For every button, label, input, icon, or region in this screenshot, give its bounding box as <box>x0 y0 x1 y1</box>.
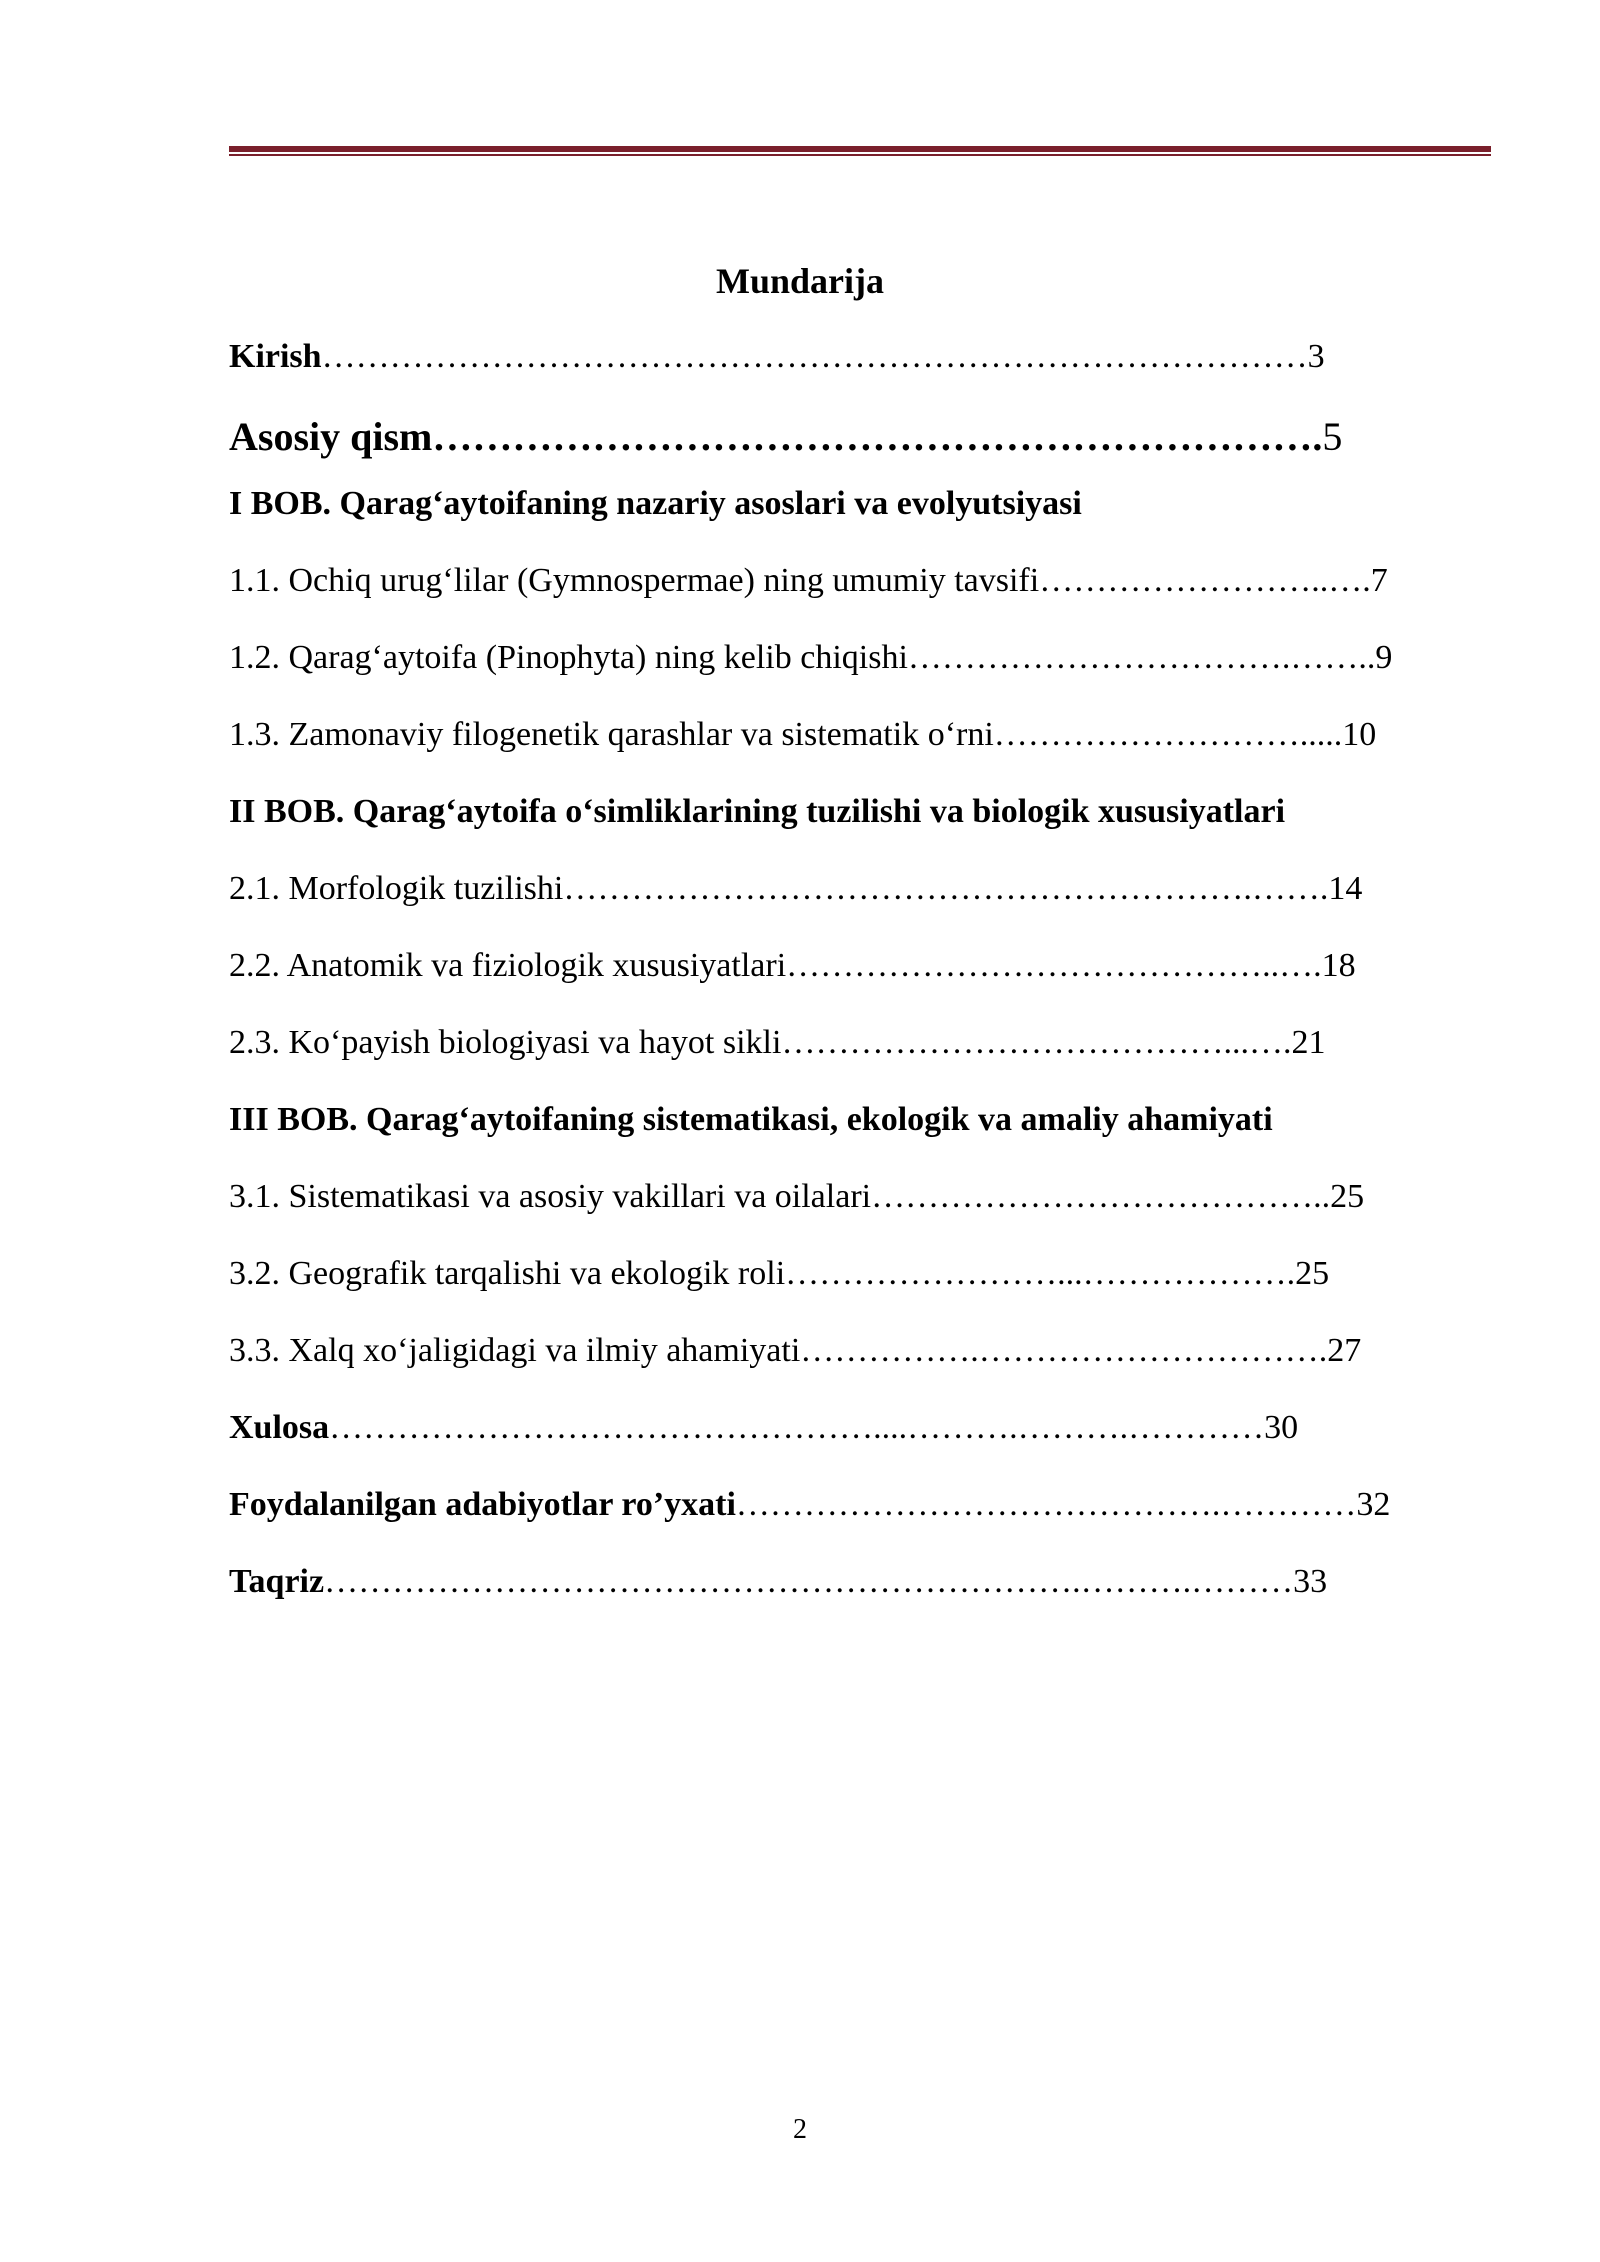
toc-entry-dots: …………………………………...…. <box>781 1024 1292 1061</box>
table-of-contents <box>229 332 1491 1634</box>
toc-entry-page: 18 <box>1321 947 1356 984</box>
toc-entry-page: 27 <box>1327 1332 1362 1369</box>
toc-entry-3-1[interactable] <box>229 1172 1491 1249</box>
toc-entry-page: 5 <box>1322 414 1343 459</box>
toc-entry-text: 2.3. Ko‘payish biologiyasi va hayot sikli <box>229 1024 782 1061</box>
toc-entry-3-2[interactable] <box>229 1249 1491 1326</box>
toc-entry-asosiy-qism[interactable] <box>229 409 1491 479</box>
toc-entry-dots: ……………………..…. <box>1039 562 1371 599</box>
toc-entry-page: 21 <box>1291 1024 1326 1061</box>
toc-entry-xulosa[interactable] <box>229 1403 1491 1480</box>
toc-entry-text: II BOB. Qarag‘aytoifa o‘simliklarining tuzilishi va biologik xususiyatlari <box>229 793 1286 830</box>
toc-entry-dots: …………………………….…….. <box>907 639 1376 676</box>
toc-entry-3-3[interactable] <box>229 1326 1491 1403</box>
toc-entry-page: 7 <box>1370 562 1388 599</box>
toc-entry-text: 1.3. Zamonaviy filogenetik qarashlar va sistematik o‘rni <box>229 716 994 753</box>
toc-entry-dots: …………………………………………………………. <box>432 414 1323 459</box>
toc-entry-dots: ……………………………………..…. <box>786 947 1322 984</box>
toc-entry-2-3[interactable] <box>229 1018 1491 1095</box>
toc-entry-1-2[interactable] <box>229 633 1491 710</box>
toc-entry-page: 33 <box>1293 1563 1328 1600</box>
toc-entry-text: Foydalanilgan adabiyotlar ro’yxati <box>229 1486 736 1523</box>
toc-entry-text: 3.2. Geografik tarqalishi va ekologik roli <box>229 1255 786 1292</box>
toc-entry-text: Taqriz <box>229 1563 325 1600</box>
toc-entry-page: 9 <box>1375 639 1393 676</box>
toc-entry-text: 1.1. Ochiq urug‘lilar (Gymnospermae) ning umumiy tavsifi <box>229 562 1040 599</box>
toc-entry-1-3[interactable] <box>229 710 1491 787</box>
toc-entry-adabiyotlar[interactable] <box>229 1480 1491 1557</box>
toc-entry-dots: ………………………………………………………….……….……… <box>324 1563 1294 1600</box>
toc-entry-dots: …………………………………………....……….……….………… <box>329 1409 1265 1446</box>
toc-entry-dots: …………………………………………………….……. <box>563 870 1329 907</box>
toc-entry-taqriz[interactable] <box>229 1557 1491 1634</box>
toc-entry-page: 25 <box>1295 1255 1330 1292</box>
toc-entry-dots: ……………………...………………. <box>785 1255 1296 1292</box>
toc-entry-text: Xulosa <box>229 1409 330 1446</box>
toc-entry-1-1[interactable] <box>229 556 1491 633</box>
toc-chapter-1[interactable] <box>229 479 1491 556</box>
toc-entry-dots: …………………………………………………………………………… <box>321 338 1308 375</box>
toc-entry-text: 2.2. Anatomik va fiziologik xususiyatlari <box>229 947 787 984</box>
toc-chapter-3[interactable] <box>229 1095 1491 1172</box>
toc-entry-text: 1.2. Qarag‘aytoifa (Pinophyta) ning kelib chiqishi <box>229 639 908 676</box>
toc-entry-page: 14 <box>1328 870 1363 907</box>
toc-entry-dots: ………………………..... <box>993 716 1343 753</box>
page-number: 2 <box>793 2114 807 2145</box>
toc-entry-dots: …………………………………….………… <box>735 1486 1357 1523</box>
toc-entry-dots: ………………………………….. <box>871 1178 1331 1215</box>
toc-entry-dots: …………….…………………………. <box>800 1332 1328 1369</box>
toc-entry-page: 32 <box>1356 1486 1391 1523</box>
toc-entry-text: Asosiy qism <box>229 414 433 459</box>
toc-entry-text: III BOB. Qarag‘aytoifaning sistematikasi, ekologik va amaliy ahamiyati <box>229 1101 1273 1138</box>
toc-entry-page: 3 <box>1307 338 1325 375</box>
toc-entry-page: 10 <box>1342 716 1377 753</box>
toc-entry-page: 25 <box>1330 1178 1365 1215</box>
toc-entry-text: Kirish <box>229 338 322 375</box>
toc-title: Mundarija <box>715 261 884 301</box>
toc-entry-page: 30 <box>1264 1409 1299 1446</box>
header-rule-thin <box>229 154 1491 156</box>
toc-entry-text: 2.1. Morfologik tuzilishi <box>229 870 564 907</box>
toc-entry-text: 3.1. Sistematikasi va asosiy vakillari va oilalari <box>229 1178 872 1215</box>
header-rule-thick <box>229 146 1491 152</box>
toc-entry-text: 3.3. Xalq xo‘jaligidagi va ilmiy ahamiyati <box>229 1332 801 1369</box>
toc-chapter-2[interactable] <box>229 787 1491 864</box>
toc-entry-kirish[interactable] <box>229 332 1491 409</box>
toc-entry-2-1[interactable] <box>229 864 1491 941</box>
toc-entry-2-2[interactable] <box>229 941 1491 1018</box>
header-rule <box>229 146 1491 155</box>
toc-entry-text: I BOB. Qarag‘aytoifaning nazariy asoslari va evolyutsiyasi <box>229 485 1082 522</box>
